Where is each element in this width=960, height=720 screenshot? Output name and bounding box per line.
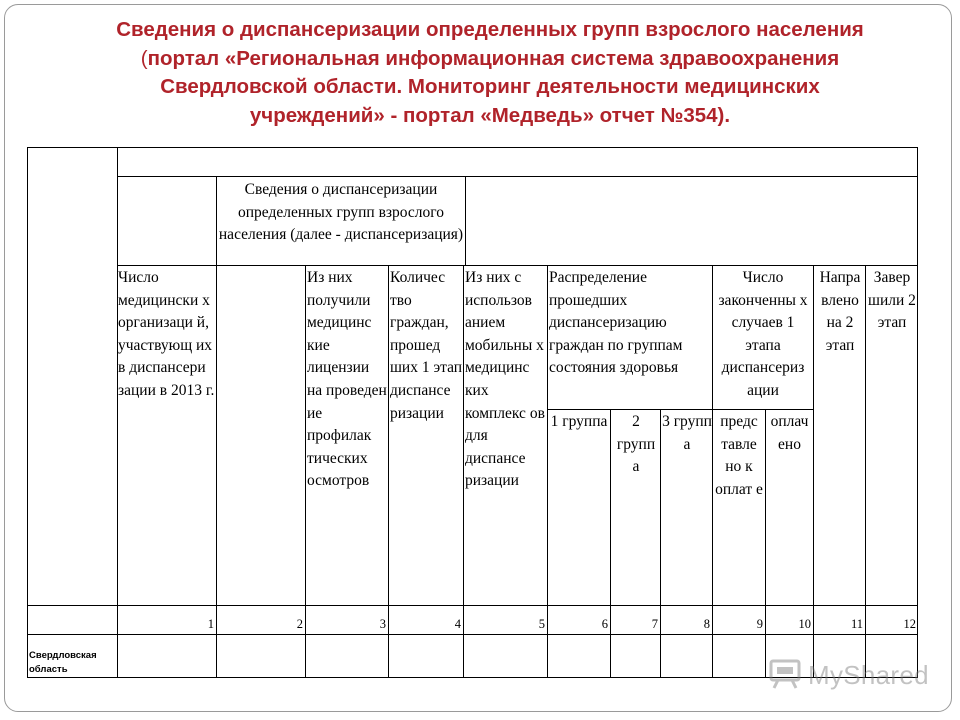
col-header-5: Из них с использов анием мобильны х медицинс ких комплекс ов для диспансе ризации — [465, 269, 545, 490]
col-header-9-10-group: Число законченны х случаев 1 этапа диспансериз ации — [718, 269, 808, 399]
col-number-7: 7 — [651, 617, 658, 631]
table-left-border — [27, 147, 28, 678]
col-header-1: Число медицински х организаци й, участвующ их в диспансери зации в 2013 г. — [118, 269, 215, 399]
col-header-6-8-group: Распределение прошедших диспансеризацию граждан по группам состояния здоровья — [549, 269, 683, 377]
grid-line — [117, 176, 918, 177]
table-top-border — [27, 147, 918, 148]
col-number-8: 8 — [703, 617, 710, 631]
col-header-4: Количес тво граждан, прошед ших 1 этап диспансе ризации — [390, 269, 463, 422]
col-header-3: Из них получили медицинс кие лицензии на проведен ие профилак тических осмотров — [307, 269, 387, 490]
grid-line — [465, 176, 466, 265]
col-number-9: 9 — [756, 617, 763, 631]
presentation-board-icon — [768, 656, 802, 695]
sub-header-7: 2 групп а — [616, 413, 656, 476]
col-number-10: 10 — [798, 617, 811, 631]
sub-header-9: предс тавле но к оплат е — [715, 413, 763, 498]
col-header-12: Завер шили 2 этап — [868, 269, 916, 332]
row-label-sverdlovsk: Свердловская область — [29, 650, 97, 675]
grid-line — [27, 605, 918, 606]
col-number-5: 5 — [538, 617, 545, 631]
col-number-11: 11 — [850, 617, 863, 631]
title-line-3: Свердловской области. Мониторинг деятельности медицинских — [160, 75, 820, 98]
grid-line — [27, 634, 918, 635]
grid-line — [610, 409, 611, 678]
col-number-4: 4 — [454, 617, 461, 631]
title-paren: ( — [140, 46, 148, 70]
grid-line — [117, 265, 918, 266]
sub-header-10: оплач ено — [770, 413, 809, 453]
col-number-12: 12 — [903, 617, 916, 631]
title-line-4: учреждений» - портал «Медведь» отчет №354). — [249, 103, 731, 127]
col-number-6: 6 — [601, 617, 608, 631]
watermark-text: MyShared — [808, 659, 929, 690]
watermark — [768, 655, 929, 695]
group-header: Сведения о диспансеризации определенных групп взрослого населения (далее - диспансеризация) — [218, 181, 464, 244]
sub-header-8: 3 групп а — [662, 413, 712, 453]
col-header-11: Напра влено на 2 этап — [819, 269, 861, 354]
col-number-1: 1 — [207, 617, 214, 631]
grid-line — [660, 409, 661, 678]
sub-header-6: 1 группа — [550, 413, 608, 430]
title-line-1: Сведения о диспансеризации определенных групп взрослого населения — [116, 18, 864, 41]
col-number-2: 2 — [296, 617, 303, 631]
grid-line — [216, 176, 217, 678]
col-number-3: 3 — [379, 617, 386, 631]
table-right-border — [917, 147, 918, 678]
grid-line — [547, 409, 813, 410]
title-line-2-text: портал «Региональная информационная система здравоохранения — [147, 46, 840, 70]
